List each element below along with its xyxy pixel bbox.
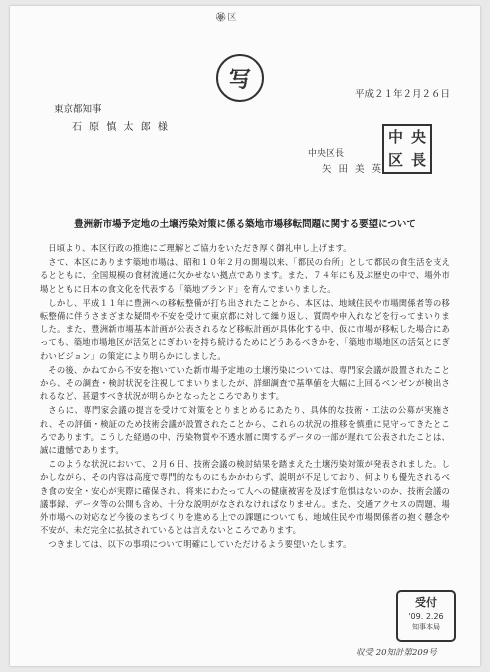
receipt-dept: 知事本局: [412, 623, 440, 631]
receipt-label: 受付: [415, 596, 437, 609]
paragraph: 日頃より、本区行政の推進にご理解とご協力をいただき厚く御礼申し上げます。: [48, 243, 352, 253]
receipt-date: '09. 2.26: [408, 612, 444, 621]
recipient-name: 石 原 慎 太 郎 様: [72, 122, 170, 133]
paragraph: その後、かねてから不安を抱いていた新市場予定地の土壌汚染については、専門家会議が設置されたことから、その調査・検討状況を注視してまいりましたが、詳細調査で基準値を大幅に上回るベンゼンが検出されるなど、甚還すべき状況が明らかとなったところであります。: [40, 364, 450, 402]
seal-char: 区: [387, 151, 403, 169]
paragraph: このような状況において、２月６日、技術会議の検討結果を踏まえた土壌汚染対策が発表されました。しかしながら、その内容は高度で専門的なものにもかかわらず、説明が不足しており、何よりも優先されるべき食の安全・安心が実際に確保され、将来にわたって人への健康被害を及ぼす危惧はないのか、技術会議の議事録、データ等の公開も含め、十分な説明がなされなければなりません。また、交通アクセスの問題、場外市場への対応など今後のまちづくりを進める上での課題についても、地域住民や市場関係者の抱く懸念や不安が、未だ完全に払拭されているとは言えないところであります。: [40, 459, 450, 536]
seal-char: 央: [410, 128, 426, 146]
paragraph: さらに、専門家会議の提言を受けて対策をとりまとめるにあたり、具体的な技術・工法の公募が実施され、その評価・検証のため技術会議が設置されたことから、これらの状況の推移を慎重に見守ってきたところであります。こうした経過の中、汚染物質や不透水層に関するデータの一部が遅れて公表されたことは、誠に遺憾であります。: [40, 405, 450, 456]
document-page: [10, 6, 480, 666]
paragraph: つきましては、以下の事項について明確にしていただけるよう要望いたします。: [48, 539, 352, 550]
header-tag: 🏵区: [215, 13, 238, 23]
letter-body: [40, 242, 450, 553]
seal-char: 長: [410, 151, 426, 169]
copy-stamp: 写: [216, 54, 264, 102]
letter-date: 平成２１年２月２６日: [354, 89, 450, 100]
sender-name: 矢 田 美 英: [322, 164, 384, 175]
receipt-stamp: [396, 590, 456, 642]
paragraph: さて、本区にあります築地市場は、昭和１０年２月の開場以来、「都民の台所」として都民の食生活を支えるとともに、全国規模の食材流通に欠かせない拠点であります。また、７４年にも及ぶ歴史の中で、場外市場とともに日本の食文化を代表する「築地ブランド」を育んでまいりました。: [40, 257, 450, 294]
seal-char: 中: [387, 128, 403, 146]
paragraph: しかし、平成１１年に豊洲への移転整備が打ち出されたことから、本区は、地域住民や市場関係者等の移転整備に伴うさまざまな疑問や不安を受けて東京都に対して繰り返し、質問や申入れなどを行ってまいりました。また、豊洲新市場基本計画が公表されるなど移転計画が具体化する中、仮に市場が移転した場合にあっても、築地市場地区が活気とにぎわいを持ち続けるためにどうあるべきかを、「築地市場地区の活気とにぎわいビジョン」の策定により明らかにしました。: [40, 297, 450, 361]
sender-title: 中央区長: [308, 149, 345, 159]
letter-title: 豊洲新市場予定地の土壌汚染対策に係る築地市場移転問題に関する要望について: [74, 219, 416, 230]
recipient-org: 東京都知事: [54, 104, 102, 115]
official-seal: [382, 124, 432, 174]
handwritten-note: 収受 20知計第209号: [356, 648, 437, 658]
